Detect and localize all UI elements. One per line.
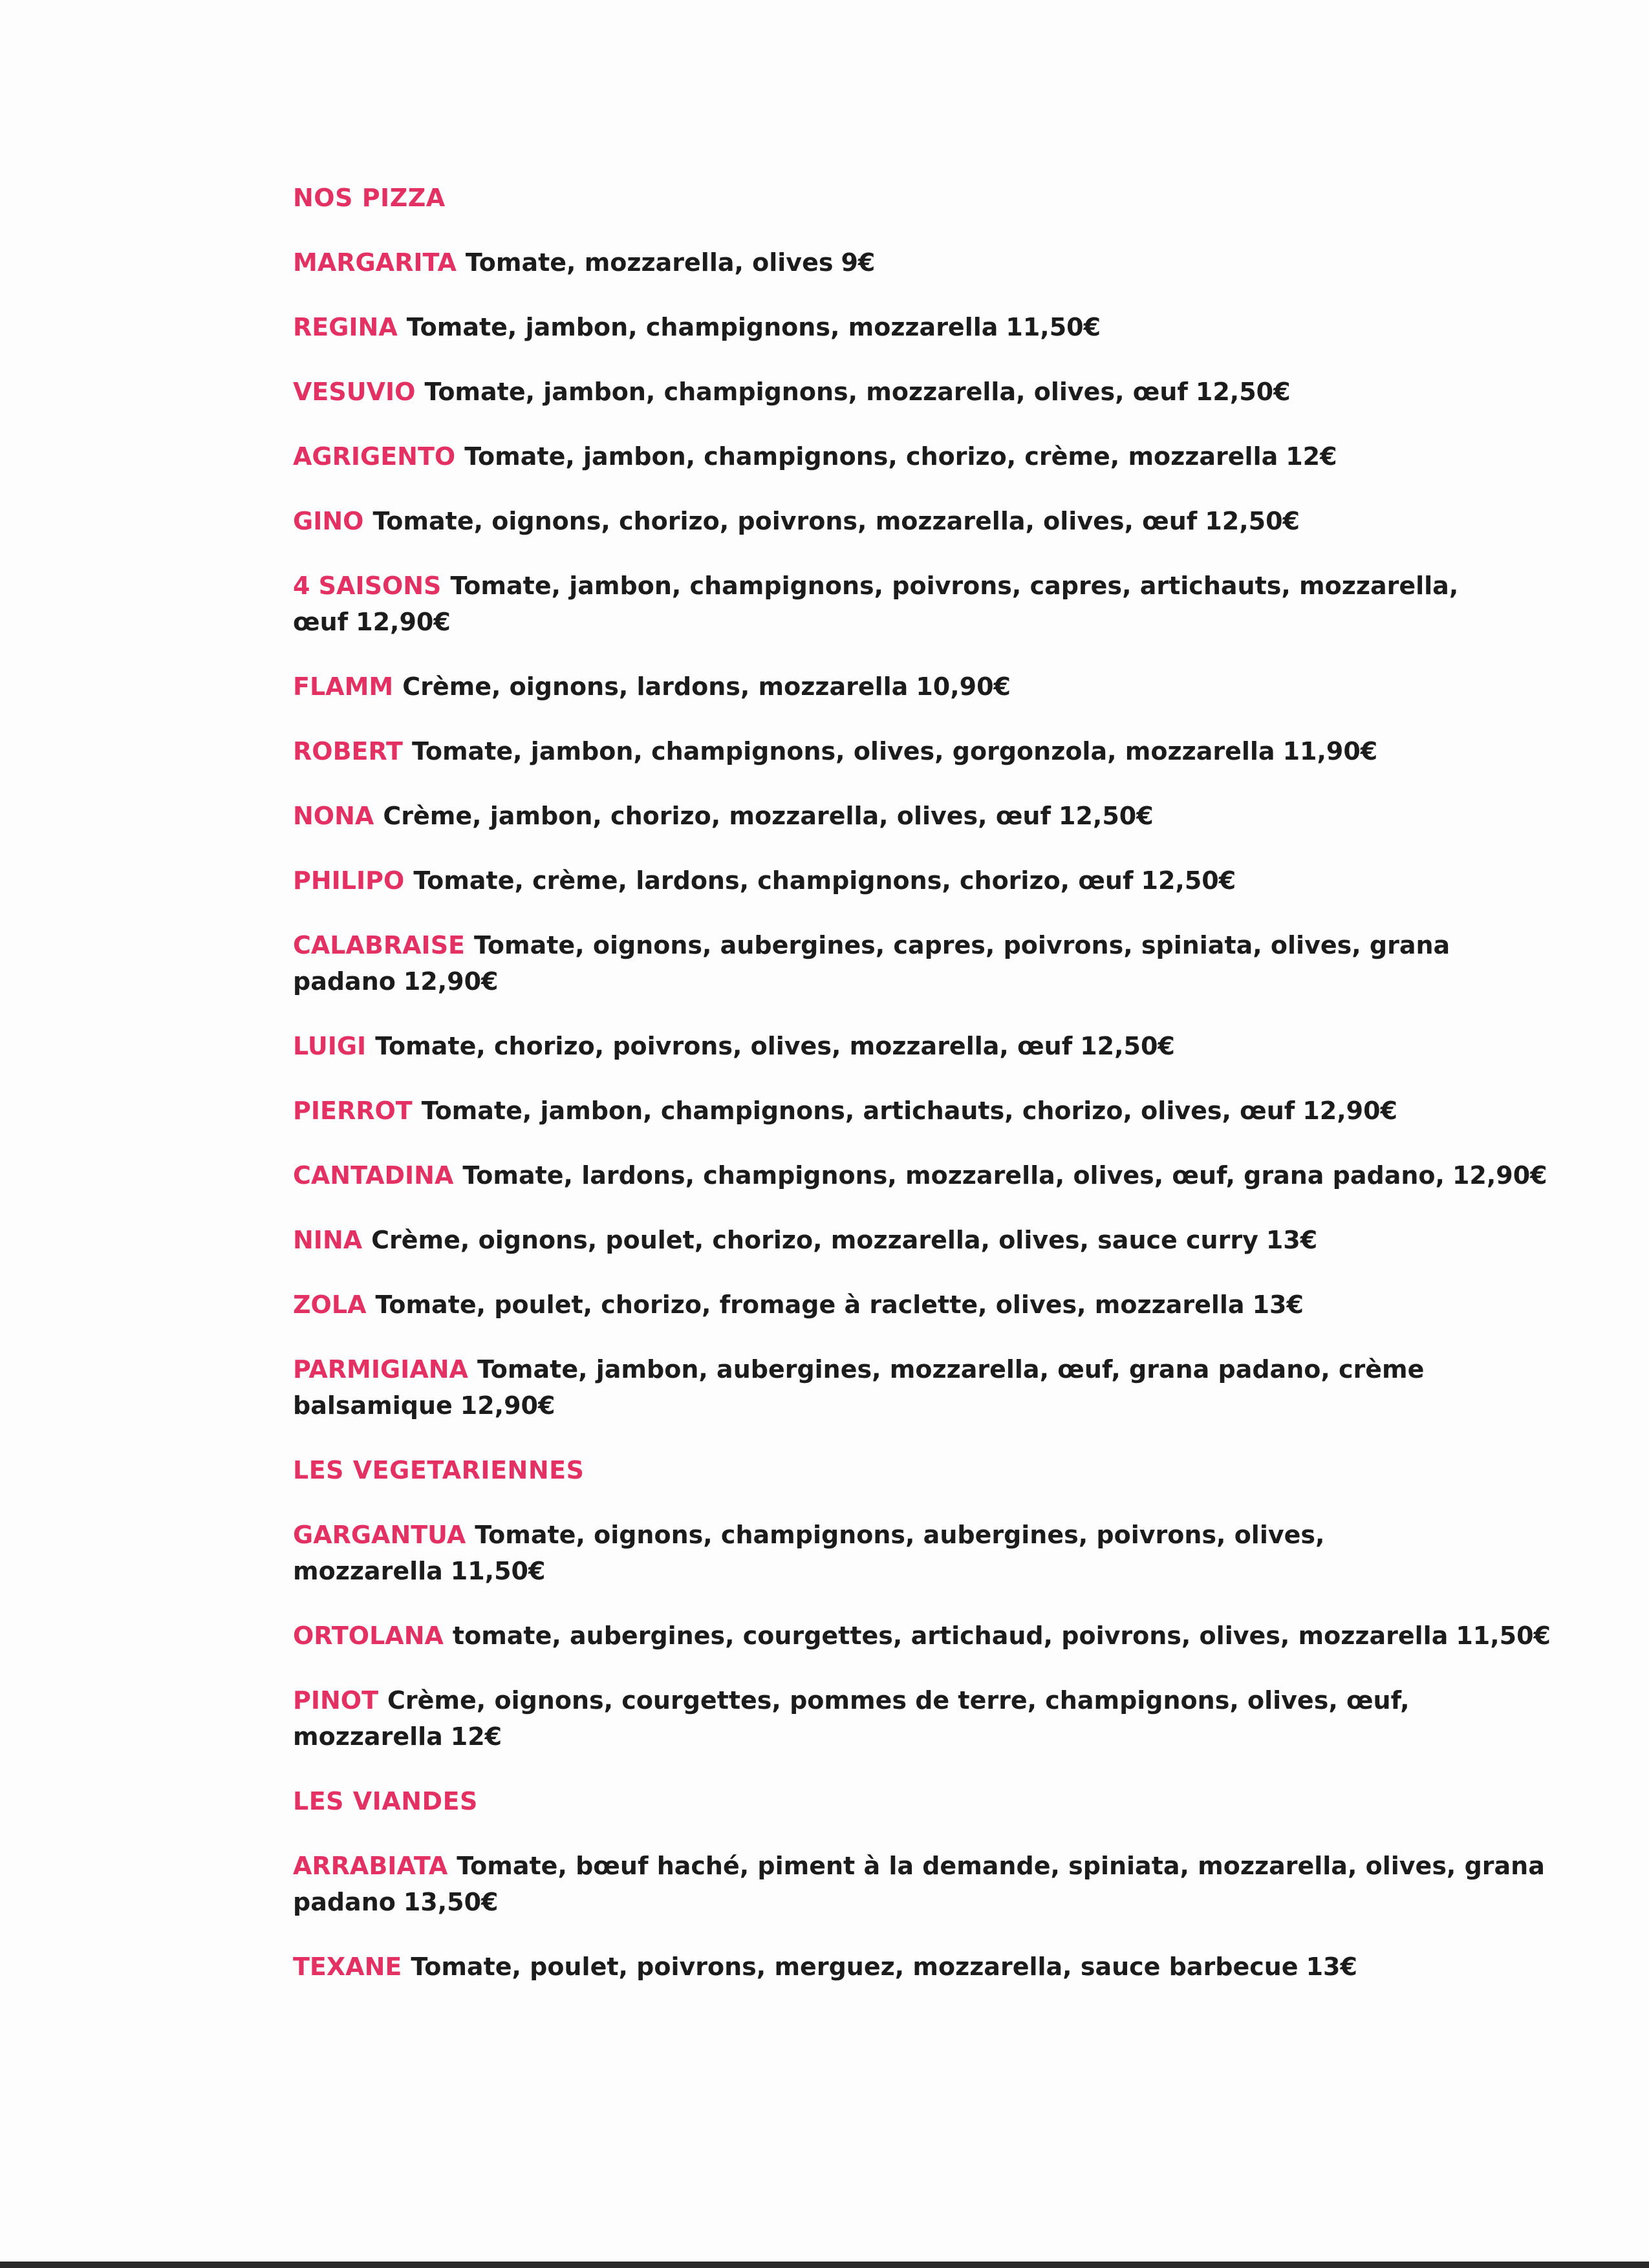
- item-description: Tomate, poulet, poivrons, merguez, mozzarella, sauce barbecue: [411, 1952, 1299, 1981]
- item-price: 13€: [1266, 1226, 1318, 1254]
- item-price: 12€: [450, 1722, 502, 1751]
- menu-section: [293, 1452, 1580, 1755]
- item-name: ARRABIATA: [293, 1852, 448, 1880]
- scan-edge: [0, 2262, 1649, 2268]
- item-description: Crème, oignons, poulet, chorizo, mozzarella, olives, sauce curry: [371, 1226, 1258, 1254]
- item-description: Tomate, jambon, champignons, artichauts, chorizo, olives, œuf: [421, 1097, 1295, 1125]
- menu-item: [293, 733, 1580, 769]
- menu-item: [293, 374, 1580, 410]
- item-name: PINOT: [293, 1686, 379, 1715]
- section-title: NOS PIZZA: [293, 184, 446, 212]
- item-price: 12,50€: [1141, 866, 1236, 895]
- item-description: Tomate, crème, lardons, champignons, chorizo, œuf: [413, 866, 1134, 895]
- menu-section: [293, 1783, 1580, 1985]
- item-name: GARGANTUA: [293, 1521, 466, 1549]
- item-name: REGINA: [293, 313, 398, 341]
- menu-item: [293, 669, 1580, 705]
- item-name: MARGARITA: [293, 248, 457, 277]
- item-name: FLAMM: [293, 672, 394, 701]
- item-description: Tomate, oignons, champignons, aubergines, poivrons, olives, mozzarella: [293, 1521, 1325, 1585]
- item-price: 12,50€: [1205, 507, 1300, 535]
- item-name: NONA: [293, 802, 374, 830]
- menu-section: [293, 180, 1580, 1424]
- item-description: Tomate, oignons, chorizo, poivrons, mozzarella, olives, œuf: [372, 507, 1198, 535]
- item-price: 12,90€: [403, 967, 499, 996]
- item-price: 12,50€: [1059, 802, 1154, 830]
- item-description: Tomate, bœuf haché, piment à la demande, spiniata, mozzarella, olives, grana padano: [293, 1852, 1545, 1916]
- menu-item: [293, 1517, 1580, 1589]
- item-description: Tomate, oignons, aubergines, capres, poivrons, spiniata, olives, grana padano: [293, 931, 1450, 996]
- item-description: Crème, oignons, courgettes, pommes de terre, champignons, olives, œuf, mozzarella: [293, 1686, 1410, 1751]
- item-description: Tomate, mozzarella, olives: [465, 248, 834, 277]
- item-name: NINA: [293, 1226, 363, 1254]
- menu-item: [293, 503, 1580, 539]
- item-name: PIERROT: [293, 1097, 413, 1125]
- section-title: LES VIANDES: [293, 1787, 478, 1815]
- item-price: 12€: [1286, 442, 1337, 471]
- menu-item: [293, 798, 1580, 834]
- menu-item: [293, 862, 1580, 899]
- item-description: Crème, jambon, chorizo, mozzarella, olives, œuf: [383, 802, 1051, 830]
- item-description: Tomate, jambon, champignons, poivrons, capres, artichauts, mozzarella, œuf: [293, 572, 1459, 636]
- menu-item: [293, 1093, 1580, 1129]
- item-name: CANTADINA: [293, 1161, 454, 1190]
- item-description: Tomate, jambon, champignons, olives, gorgonzola, mozzarella: [411, 737, 1275, 765]
- item-description: Tomate, jambon, aubergines, mozzarella, œuf, grana padano, crème balsamique: [293, 1355, 1425, 1420]
- menu-item: [293, 1157, 1580, 1193]
- item-description: tomate, aubergines, courgettes, artichaud, poivrons, olives, mozzarella: [452, 1621, 1449, 1650]
- item-name: PARMIGIANA: [293, 1355, 468, 1384]
- item-description: Tomate, poulet, chorizo, fromage à raclette, olives, mozzarella: [375, 1290, 1245, 1319]
- item-name: ORTOLANA: [293, 1621, 444, 1650]
- menu-item: [293, 1682, 1580, 1755]
- menu-item: [293, 1222, 1580, 1258]
- menu-item: [293, 927, 1580, 1000]
- item-price: 11,50€: [450, 1557, 546, 1585]
- menu-item: [293, 309, 1580, 345]
- item-name: LUIGI: [293, 1032, 367, 1060]
- item-price: 12,50€: [1080, 1032, 1175, 1060]
- menu-item: [293, 1287, 1580, 1323]
- menu-item: [293, 1028, 1580, 1064]
- menu-item: [293, 568, 1580, 640]
- item-name: TEXANE: [293, 1952, 402, 1981]
- item-price: 9€: [841, 248, 876, 277]
- section-title: LES VEGETARIENNES: [293, 1456, 585, 1484]
- item-price: 12,90€: [1302, 1097, 1397, 1125]
- item-price: 11,50€: [1006, 313, 1101, 341]
- pizza-menu: [293, 180, 1580, 2013]
- item-description: Tomate, chorizo, poivrons, olives, mozzarella, œuf: [375, 1032, 1073, 1060]
- item-price: 11,90€: [1282, 737, 1378, 765]
- item-name: PHILIPO: [293, 866, 405, 895]
- item-price: 10,90€: [916, 672, 1011, 701]
- menu-item: [293, 1351, 1580, 1424]
- item-description: Tomate, jambon, champignons, chorizo, crème, mozzarella: [464, 442, 1278, 471]
- item-name: ROBERT: [293, 737, 403, 765]
- menu-item: [293, 1949, 1580, 1985]
- item-description: Crème, oignons, lardons, mozzarella: [402, 672, 909, 701]
- item-price: 12,90€: [1452, 1161, 1547, 1190]
- item-price: 12,50€: [1195, 378, 1291, 406]
- item-price: 11,50€: [1456, 1621, 1551, 1650]
- menu-item: [293, 1618, 1580, 1654]
- item-price: 12,90€: [460, 1391, 555, 1420]
- menu-item: [293, 1848, 1580, 1920]
- item-name: CALABRAISE: [293, 931, 466, 959]
- item-description: Tomate, lardons, champignons, mozzarella, olives, œuf, grana padano,: [462, 1161, 1445, 1190]
- item-name: ZOLA: [293, 1290, 367, 1319]
- menu-item: [293, 244, 1580, 281]
- menu-item: [293, 438, 1580, 475]
- item-name: GINO: [293, 507, 364, 535]
- item-price: 13€: [1306, 1952, 1357, 1981]
- item-name: AGRIGENTO: [293, 442, 456, 471]
- item-price: 13,50€: [403, 1888, 499, 1916]
- item-price: 12,90€: [356, 608, 451, 636]
- item-name: VESUVIO: [293, 378, 416, 406]
- item-description: Tomate, jambon, champignons, mozzarella, olives, œuf: [424, 378, 1188, 406]
- item-name: 4 SAISONS: [293, 572, 442, 600]
- item-description: Tomate, jambon, champignons, mozzarella: [406, 313, 998, 341]
- item-price: 13€: [1252, 1290, 1304, 1319]
